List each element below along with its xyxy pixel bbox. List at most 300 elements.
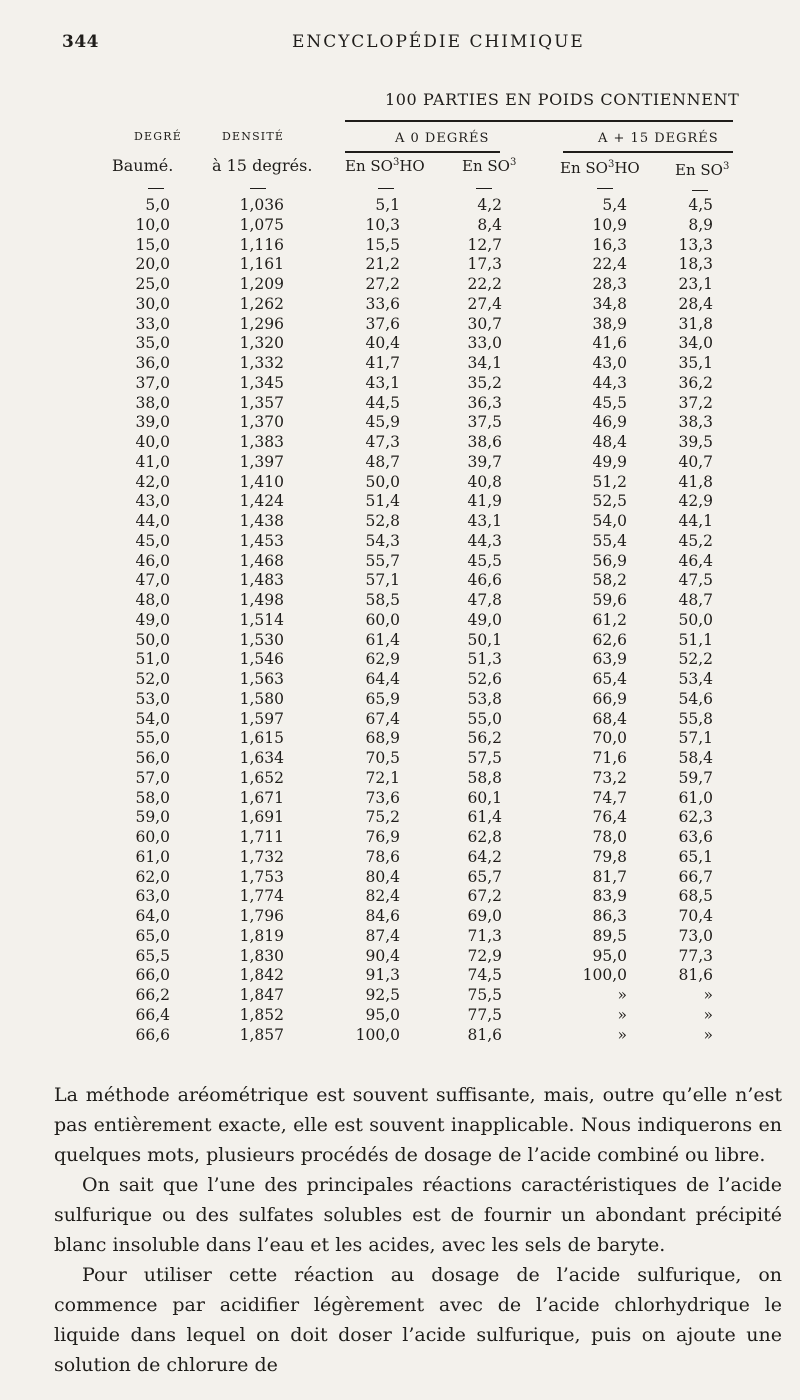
table-row	[0, 354, 800, 374]
cell-density: 1,671	[239, 788, 284, 807]
cell-so3ho-15: 95,0	[592, 946, 627, 965]
cell-density: 1,036	[239, 196, 284, 214]
table-row	[0, 611, 800, 631]
cell-so3ho-15: 71,6	[592, 749, 627, 767]
cell-so3-0: 22,2	[467, 275, 502, 293]
cell-so3-15: »	[703, 986, 713, 1004]
group2-rule	[563, 151, 733, 153]
cell-so3-0: 62,8	[467, 828, 502, 846]
cell-so3-0: 35,2	[467, 373, 502, 392]
cell-so3-15: 34,0	[678, 334, 713, 353]
cell-so3-0: 30,7	[467, 314, 502, 333]
cell-so3ho-15: 16,3	[592, 235, 627, 254]
table-row	[0, 670, 800, 690]
cell-degree-baume: 64,0	[135, 907, 170, 925]
cell-so3-15: 46,4	[678, 551, 713, 570]
cell-density: 1,320	[239, 334, 284, 353]
col1-head: Baumé.	[112, 156, 174, 175]
cell-so3-15: 68,5	[678, 887, 713, 906]
cell-density: 1,483	[239, 571, 284, 590]
table-row	[0, 868, 800, 888]
cell-so3ho-15: 43,0	[592, 354, 627, 372]
super-header-rule	[345, 120, 733, 122]
cell-so3ho-0: 90,4	[365, 946, 400, 965]
cell-so3-15: »	[703, 1005, 713, 1024]
cell-so3-0: 45,5	[467, 551, 502, 570]
cell-degree-baume: 63,0	[135, 887, 170, 906]
table-row	[0, 650, 800, 670]
cell-so3-15: 41,8	[678, 472, 713, 491]
cell-so3-0: 60,1	[467, 788, 502, 807]
cell-degree-baume: 35,0	[135, 334, 170, 353]
cell-so3-15: 38,3	[678, 413, 713, 432]
cell-so3ho-15: 78,0	[592, 828, 627, 846]
cell-so3ho-0: 61,4	[365, 630, 400, 649]
sub-head-so3-15: En $SO^3$	[675, 161, 730, 179]
cell-so3ho-0: 87,4	[365, 926, 400, 945]
cell-density: 1,296	[239, 314, 284, 333]
cell-so3-15: 50,0	[678, 610, 713, 629]
cell-density: 1,732	[239, 847, 284, 866]
cell-so3ho-15: 41,6	[592, 334, 627, 353]
group-head-0-degrees: A 0 DEGRÉS	[395, 131, 490, 146]
cell-so3ho-0: 75,2	[365, 808, 400, 827]
table-row	[0, 492, 800, 512]
cell-density: 1,546	[239, 650, 284, 669]
cell-so3-0: 71,3	[467, 926, 502, 945]
cell-so3ho-15: 48,4	[592, 433, 627, 451]
table-row	[0, 1026, 800, 1046]
cell-so3-15: 47,5	[678, 571, 713, 590]
cell-so3ho-15: »	[617, 986, 627, 1004]
cell-so3-15: 70,4	[678, 907, 713, 925]
cell-so3ho-15: 49,9	[592, 452, 627, 471]
cell-density: 1,830	[239, 946, 284, 965]
cell-so3-0: 41,9	[467, 492, 502, 511]
cell-so3ho-0: 84,6	[365, 907, 400, 925]
cell-density: 1,410	[239, 472, 284, 491]
cell-so3ho-0: 76,9	[365, 828, 400, 846]
table-row	[0, 216, 800, 236]
cell-so3-15: 45,2	[678, 531, 713, 550]
cell-so3ho-15: 81,7	[592, 867, 627, 886]
cell-degree-baume: 38,0	[135, 393, 170, 412]
cell-density: 1,345	[239, 373, 284, 392]
cell-so3-0: 40,8	[467, 472, 502, 491]
table-row	[0, 512, 800, 532]
running-title: ENCYCLOPÉDIE CHIMIQUE	[292, 32, 585, 52]
cell-density: 1,438	[239, 512, 284, 530]
cell-so3ho-0: 52,8	[365, 512, 400, 530]
cell-so3ho-0: 15,5	[365, 235, 400, 254]
cell-density: 1,424	[239, 492, 284, 511]
cell-so3ho-0: 40,4	[365, 334, 400, 353]
cell-density: 1,563	[239, 670, 284, 688]
cell-density: 1,691	[239, 808, 284, 827]
cell-so3ho-15: 22,4	[592, 255, 627, 274]
table-row	[0, 196, 800, 216]
cell-degree-baume: 59,0	[135, 808, 170, 827]
sub-head-so3ho-15: En $SO^3HO$	[560, 159, 640, 177]
cell-so3ho-15: 73,2	[592, 768, 627, 787]
cell-so3ho-0: 5,1	[375, 196, 400, 214]
cell-density: 1,332	[239, 354, 284, 372]
cell-so3-15: 36,2	[678, 373, 713, 392]
group1-rule	[345, 151, 500, 153]
cell-so3-0: 17,3	[467, 255, 502, 274]
cell-so3ho-0: 82,4	[365, 887, 400, 906]
table-row	[0, 690, 800, 710]
table-row	[0, 275, 800, 295]
cell-so3ho-0: 48,7	[365, 452, 400, 471]
cell-degree-baume: 54,0	[135, 709, 170, 728]
cell-so3ho-0: 47,3	[365, 433, 400, 451]
cell-density: 1,852	[239, 1005, 284, 1024]
table-row	[0, 334, 800, 354]
cell-so3ho-0: 70,5	[365, 749, 400, 767]
paragraph: La méthode aréométrique est souvent suffisante, mais, outre qu’elle n’est pas entièrement exacte, elle est souvent inapplicable. Nous indiquerons en quelques mots, plusieurs procédés de dosage de l’acide combiné ou libre.	[54, 1084, 782, 1166]
cell-so3ho-15: 44,3	[592, 373, 627, 392]
cell-so3ho-15: 46,9	[592, 413, 627, 432]
cell-density: 1,857	[239, 1025, 284, 1044]
cell-so3ho-0: 67,4	[365, 709, 400, 728]
cell-degree-baume: 48,0	[135, 591, 170, 609]
cell-so3ho-0: 50,0	[365, 472, 400, 491]
page-number: 344	[62, 32, 99, 52]
cell-density: 1,370	[239, 413, 284, 432]
cell-so3ho-0: 41,7	[365, 354, 400, 372]
cell-so3-0: 12,7	[467, 235, 502, 254]
cell-so3ho-0: 72,1	[365, 768, 400, 787]
cell-degree-baume: 49,0	[135, 610, 170, 629]
table-row	[0, 947, 800, 967]
cell-so3-0: 39,7	[467, 452, 502, 471]
cell-so3ho-0: 78,6	[365, 847, 400, 866]
col2-head-small: DENSITÉ	[222, 130, 285, 143]
cell-density: 1,597	[239, 709, 284, 728]
cell-degree-baume: 60,0	[135, 828, 170, 846]
table-row	[0, 571, 800, 591]
cell-so3ho-0: 44,5	[365, 393, 400, 412]
cell-so3-0: 52,6	[467, 670, 502, 688]
cell-so3-0: 44,3	[467, 531, 502, 550]
cell-so3ho-0: 62,9	[365, 650, 400, 669]
cell-degree-baume: 66,6	[135, 1025, 170, 1044]
cell-so3-0: 69,0	[467, 907, 502, 925]
cell-so3ho-0: 64,4	[365, 670, 400, 688]
cell-so3ho-0: 57,1	[365, 571, 400, 590]
cell-so3-15: 37,2	[678, 393, 713, 412]
paragraph: Pour utiliser cette réaction au dosage de l’acide sulfurique, on commence par acidifier légèrement avec de l’acide chlorhydrique le liquide dans lequel on doit doser l’acide sulfurique, puis on ajoute une solution de chlorure de	[54, 1264, 782, 1376]
cell-so3ho-0: 33,6	[365, 294, 400, 313]
cell-so3ho-0: 37,6	[365, 314, 400, 333]
cell-degree-baume: 43,0	[135, 492, 170, 511]
cell-so3-15: 44,1	[678, 512, 713, 530]
cell-so3ho-15: 51,2	[592, 472, 627, 491]
cell-so3-15: 13,3	[678, 235, 713, 254]
cell-so3ho-0: 21,2	[365, 255, 400, 274]
cell-so3ho-15: 59,6	[592, 591, 627, 609]
cell-degree-baume: 57,0	[135, 768, 170, 787]
cell-so3ho-15: 62,6	[592, 630, 627, 649]
cell-so3-15: 40,7	[678, 452, 713, 471]
cell-density: 1,161	[239, 255, 284, 274]
cell-density: 1,580	[239, 689, 284, 708]
table-row	[0, 631, 800, 651]
cell-so3-15: 42,9	[678, 492, 713, 511]
cell-so3ho-15: 70,0	[592, 729, 627, 748]
col-dash	[250, 188, 266, 189]
cell-so3ho-0: 27,2	[365, 275, 400, 293]
cell-so3-15: 53,4	[678, 670, 713, 688]
cell-so3ho-15: 79,8	[592, 847, 627, 866]
cell-density: 1,209	[239, 275, 284, 293]
sub-head-so3-0: En $SO^3$	[462, 157, 517, 175]
cell-so3ho-15: 38,9	[592, 314, 627, 333]
cell-so3-0: 4,2	[477, 196, 502, 214]
cell-so3ho-15: 34,8	[592, 294, 627, 313]
cell-so3ho-15: 52,5	[592, 492, 627, 511]
table-row	[0, 591, 800, 611]
cell-degree-baume: 56,0	[135, 749, 170, 767]
cell-so3ho-0: 54,3	[365, 531, 400, 550]
cell-degree-baume: 65,5	[135, 946, 170, 965]
cell-degree-baume: 36,0	[135, 354, 170, 372]
cell-degree-baume: 30,0	[135, 294, 170, 313]
cell-so3ho-15: 83,9	[592, 887, 627, 906]
cell-density: 1,711	[239, 828, 284, 846]
cell-density: 1,842	[239, 966, 284, 985]
cell-so3-0: 49,0	[467, 610, 502, 629]
table-row	[0, 236, 800, 256]
table-row	[0, 808, 800, 828]
cell-density: 1,397	[239, 452, 284, 471]
body-text	[54, 1080, 782, 1380]
cell-degree-baume: 44,0	[135, 512, 170, 530]
cell-so3ho-0: 58,5	[365, 591, 400, 609]
cell-degree-baume: 41,0	[135, 452, 170, 471]
cell-so3ho-15: 28,3	[592, 275, 627, 293]
cell-degree-baume: 40,0	[135, 433, 170, 451]
cell-so3-15: 81,6	[678, 966, 713, 985]
sub-head-so3ho-0: En $SO^3HO$	[345, 157, 425, 175]
cell-so3ho-15: 74,7	[592, 788, 627, 807]
cell-so3-0: 27,4	[467, 294, 502, 313]
cell-so3-15: 54,6	[678, 689, 713, 708]
cell-density: 1,383	[239, 433, 284, 451]
cell-so3-15: 66,7	[678, 867, 713, 886]
cell-so3-0: 65,7	[467, 867, 502, 886]
table-row	[0, 433, 800, 453]
cell-density: 1,615	[239, 729, 284, 748]
cell-so3-0: 74,5	[467, 966, 502, 985]
cell-so3-0: 67,2	[467, 887, 502, 906]
running-head	[62, 28, 770, 58]
cell-so3ho-0: 100,0	[355, 1025, 400, 1044]
cell-so3-0: 55,0	[467, 709, 502, 728]
cell-degree-baume: 58,0	[135, 788, 170, 807]
cell-so3ho-15: 89,5	[592, 926, 627, 945]
cell-so3ho-15: 58,2	[592, 571, 627, 590]
cell-density: 1,498	[239, 591, 284, 609]
cell-so3ho-15: 66,9	[592, 689, 627, 708]
cell-so3-0: 61,4	[467, 808, 502, 827]
cell-degree-baume: 51,0	[135, 650, 170, 669]
cell-density: 1,468	[239, 551, 284, 570]
cell-density: 1,819	[239, 926, 284, 945]
cell-density: 1,453	[239, 531, 284, 550]
table-row	[0, 789, 800, 809]
table-row	[0, 295, 800, 315]
cell-so3-0: 34,1	[467, 354, 502, 372]
cell-so3ho-0: 55,7	[365, 551, 400, 570]
cell-degree-baume: 37,0	[135, 373, 170, 392]
cell-so3ho-0: 95,0	[365, 1005, 400, 1024]
cell-so3-0: 38,6	[467, 433, 502, 451]
cell-so3-15: 39,5	[678, 433, 713, 451]
cell-degree-baume: 33,0	[135, 314, 170, 333]
cell-so3-15: 48,7	[678, 591, 713, 609]
cell-so3ho-15: 61,2	[592, 610, 627, 629]
cell-so3-0: 50,1	[467, 630, 502, 649]
cell-density: 1,530	[239, 630, 284, 649]
cell-density: 1,514	[239, 610, 284, 629]
table-row	[0, 907, 800, 927]
cell-density: 1,634	[239, 749, 284, 767]
table-row	[0, 1006, 800, 1026]
cell-so3ho-0: 51,4	[365, 492, 400, 511]
cell-so3-0: 72,9	[467, 946, 502, 965]
col-dash	[148, 188, 164, 189]
cell-so3ho-15: »	[617, 1025, 627, 1044]
cell-so3ho-0: 92,5	[365, 986, 400, 1004]
cell-so3ho-15: 56,9	[592, 551, 627, 570]
cell-degree-baume: 53,0	[135, 689, 170, 708]
group-head-15-degrees: A + 15 DEGRÉS	[598, 131, 719, 146]
cell-so3-15: 62,3	[678, 808, 713, 827]
cell-so3-15: 23,1	[678, 275, 713, 293]
table-super-header: 100 PARTIES EN POIDS CONTIENNENT	[385, 90, 740, 109]
cell-so3ho-0: 45,9	[365, 413, 400, 432]
cell-so3-15: 59,7	[678, 768, 713, 787]
table-row	[0, 848, 800, 868]
cell-so3-15: 28,4	[678, 294, 713, 313]
cell-degree-baume: 46,0	[135, 551, 170, 570]
table-row	[0, 729, 800, 749]
cell-degree-baume: 66,4	[135, 1005, 170, 1024]
cell-density: 1,116	[239, 235, 284, 254]
cell-density: 1,652	[239, 768, 284, 787]
col1-head-small: DEGRÉ	[134, 130, 182, 143]
cell-so3ho-15: »	[617, 1005, 627, 1024]
cell-so3-15: »	[703, 1025, 713, 1044]
cell-so3-15: 77,3	[678, 946, 713, 965]
cell-so3-15: 61,0	[678, 788, 713, 807]
cell-degree-baume: 39,0	[135, 413, 170, 432]
table-row	[0, 828, 800, 848]
cell-density: 1,075	[239, 215, 284, 234]
col-dash	[476, 188, 492, 189]
cell-so3ho-0: 65,9	[365, 689, 400, 708]
table-row	[0, 769, 800, 789]
cell-so3ho-15: 54,0	[592, 512, 627, 530]
cell-so3-0: 57,5	[467, 749, 502, 767]
cell-so3ho-15: 55,4	[592, 531, 627, 550]
cell-density: 1,262	[239, 294, 284, 313]
table-row	[0, 532, 800, 552]
col-dash	[692, 190, 708, 191]
cell-degree-baume: 66,2	[135, 986, 170, 1004]
cell-so3ho-15: 10,9	[592, 215, 627, 234]
table-row	[0, 887, 800, 907]
cell-so3-0: 51,3	[467, 650, 502, 669]
cell-so3-0: 46,6	[467, 571, 502, 590]
cell-so3-15: 4,5	[688, 196, 713, 214]
cell-so3-0: 81,6	[467, 1025, 502, 1044]
cell-so3ho-15: 5,4	[602, 196, 627, 214]
cell-so3-15: 52,2	[678, 650, 713, 669]
cell-so3-15: 58,4	[678, 749, 713, 767]
cell-so3ho-0: 91,3	[365, 966, 400, 985]
cell-so3-15: 8,9	[688, 215, 713, 234]
cell-so3ho-0: 68,9	[365, 729, 400, 748]
cell-so3ho-15: 76,4	[592, 808, 627, 827]
table-row	[0, 255, 800, 275]
cell-so3-0: 77,5	[467, 1005, 502, 1024]
table-row	[0, 413, 800, 433]
table-row	[0, 473, 800, 493]
cell-so3ho-0: 10,3	[365, 215, 400, 234]
cell-so3ho-0: 73,6	[365, 788, 400, 807]
col-dash	[597, 188, 613, 189]
cell-degree-baume: 55,0	[135, 729, 170, 748]
cell-so3-0: 58,8	[467, 768, 502, 787]
cell-degree-baume: 47,0	[135, 571, 170, 590]
cell-degree-baume: 65,0	[135, 926, 170, 945]
table-row	[0, 710, 800, 730]
cell-so3-0: 8,4	[477, 215, 502, 234]
col2-head: à 15 degrés.	[212, 156, 313, 175]
cell-so3-15: 18,3	[678, 255, 713, 274]
paragraph: On sait que l’une des principales réactions caractéristiques de l’acide sulfurique ou des sulfates solubles est de fournir un abondant précipité blanc insoluble dans l’eau et les acides, avec les sels de baryte.	[54, 1174, 782, 1256]
cell-so3ho-15: 65,4	[592, 670, 627, 688]
cell-so3ho-0: 80,4	[365, 867, 400, 886]
cell-degree-baume: 66,0	[135, 966, 170, 985]
cell-degree-baume: 15,0	[135, 235, 170, 254]
cell-so3-15: 65,1	[678, 847, 713, 866]
cell-degree-baume: 45,0	[135, 531, 170, 550]
cell-degree-baume: 62,0	[135, 867, 170, 886]
table-row	[0, 749, 800, 769]
cell-degree-baume: 52,0	[135, 670, 170, 688]
table-row	[0, 315, 800, 335]
cell-so3-0: 75,5	[467, 986, 502, 1004]
table-row	[0, 374, 800, 394]
cell-so3-0: 36,3	[467, 393, 502, 412]
cell-density: 1,753	[239, 867, 284, 886]
cell-degree-baume: 42,0	[135, 472, 170, 491]
cell-so3-0: 56,2	[467, 729, 502, 748]
cell-so3ho-15: 100,0	[582, 966, 627, 985]
cell-so3-15: 55,8	[678, 709, 713, 728]
cell-so3-0: 53,8	[467, 689, 502, 708]
cell-so3ho-15: 63,9	[592, 650, 627, 669]
table-row	[0, 552, 800, 572]
cell-so3ho-15: 86,3	[592, 907, 627, 925]
cell-degree-baume: 61,0	[135, 847, 170, 866]
cell-so3ho-0: 43,1	[365, 373, 400, 392]
cell-so3ho-0: 60,0	[365, 610, 400, 629]
